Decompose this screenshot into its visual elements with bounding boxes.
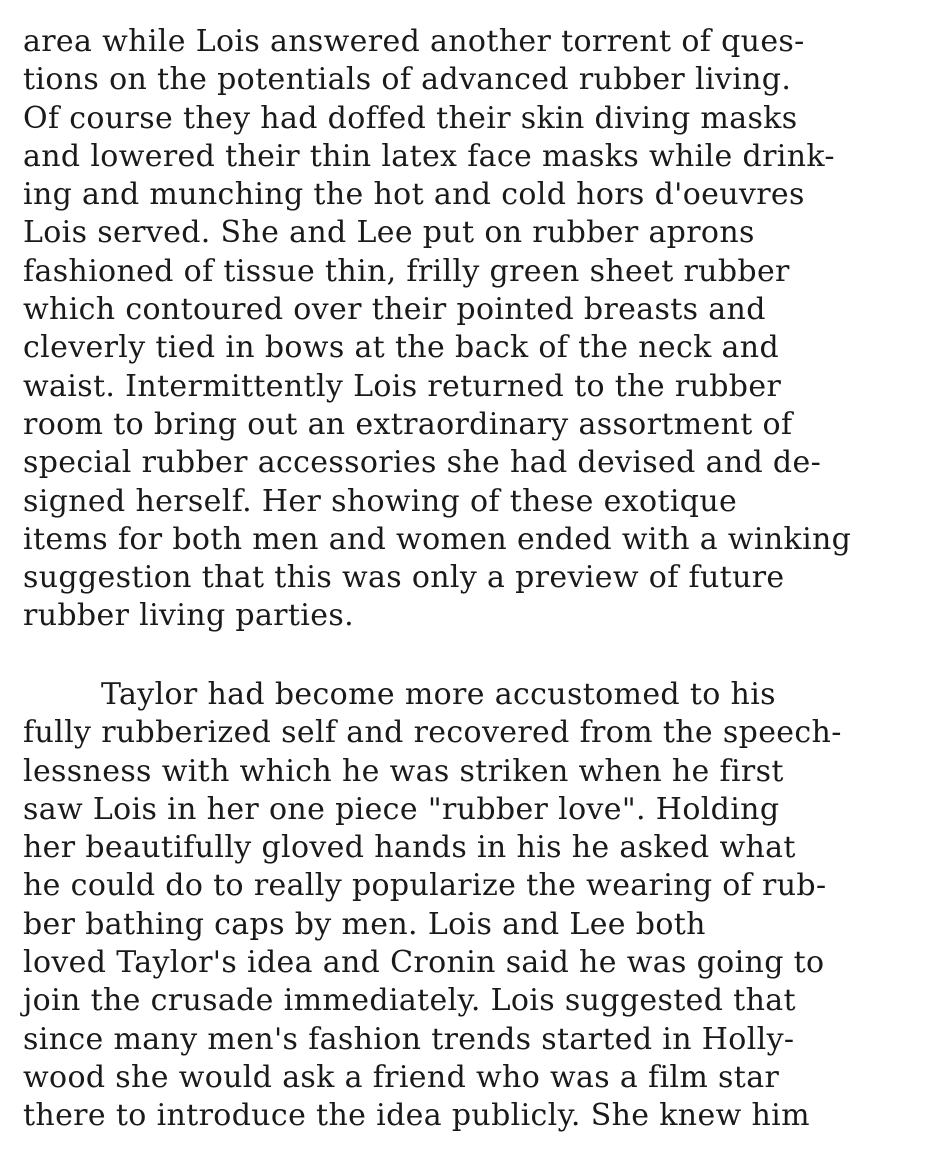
text-line: which contoured over their pointed breasts and: [23, 292, 766, 328]
text-line: and lowered their thin latex face masks while drink-: [23, 138, 835, 174]
text-line: cleverly tied in bows at the back of the neck and: [23, 330, 780, 366]
paragraph-2: [23, 676, 923, 1136]
text-line: loved Taylor's idea and Cronin said he was going to: [23, 945, 825, 981]
text-line: area while Lois answered another torrent of ques-: [23, 24, 805, 59]
paragraph-1: [23, 23, 923, 636]
text-line: special rubber accessories she had devised and de-: [23, 445, 822, 481]
text-line: Lois served. She and Lee put on rubber aprons: [23, 215, 755, 251]
text-line: tions on the potentials of advanced rubber living.: [23, 62, 792, 98]
text-line: signed herself. Her showing of these exotique: [23, 483, 738, 519]
text-line: her beautifully gloved hands in his he asked what: [23, 830, 796, 866]
text-line: room to bring out an extraordinary assortment of: [23, 406, 793, 442]
text-line: join the crusade immediately. Lois suggested that: [23, 983, 796, 1019]
text-line: waist. Intermittently Lois returned to the rubber: [23, 368, 782, 404]
text-line: since many men's fashion trends started in Holly-: [23, 1021, 795, 1057]
text-line: lessness with which he was striken when he first: [23, 753, 784, 789]
text-line: items for both men and women ended with a winking: [23, 521, 852, 557]
text-line-indented: Taylor had become more accustomed to his: [101, 677, 776, 712]
text-line: ing and munching the hot and cold hors d'oeuvres: [23, 177, 805, 213]
text-line: rubber living parties.: [23, 598, 354, 634]
text-line: ber bathing caps by men. Lois and Lee both: [23, 906, 706, 942]
text-line: wood she would ask a friend who was a film star: [23, 1059, 780, 1095]
text-line: suggestion that this was only a preview of future: [23, 560, 785, 596]
text-line: there to introduce the idea publicly. She knew him: [23, 1098, 810, 1134]
text-line: Of course they had doffed their skin diving masks: [23, 100, 798, 136]
text-line: he could do to really popularize the wearing of rub-: [23, 868, 827, 904]
text-line: saw Lois in her one piece "rubber love". Holding: [23, 791, 780, 827]
text-line: fashioned of tissue thin, frilly green sheet rubber: [23, 253, 790, 289]
text-line: fully rubberized self and recovered from the speech-: [23, 715, 842, 751]
